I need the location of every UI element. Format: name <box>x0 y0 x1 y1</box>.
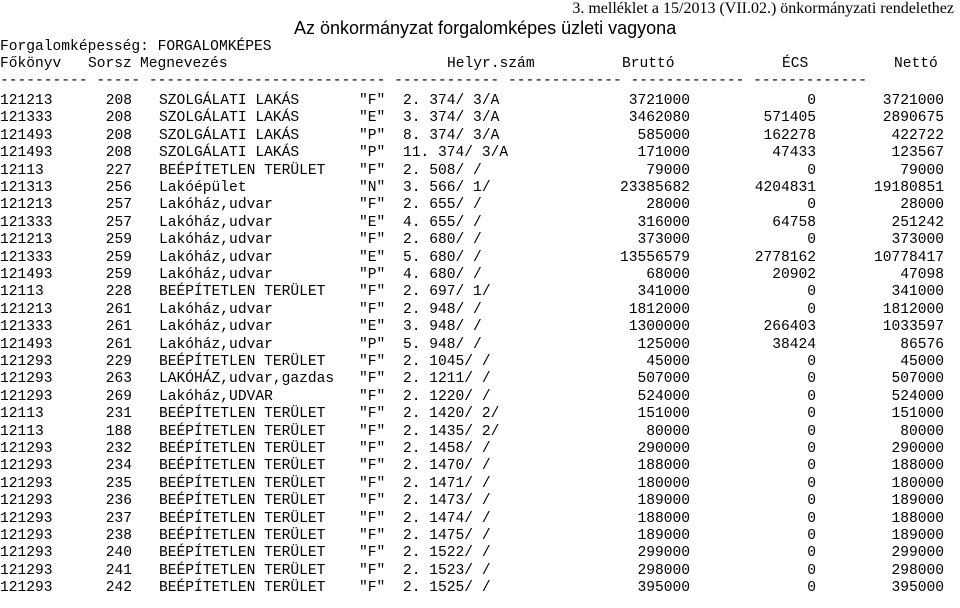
cell-sorsz: 256 <box>105 180 132 196</box>
cell-brutto: 585000 <box>637 127 690 144</box>
cell-fokonyv: 121333 <box>0 110 53 127</box>
cell-brutto: 395000 <box>637 580 690 597</box>
cell-fokonyv: 121213 <box>0 197 53 214</box>
cell-code: "F" <box>359 371 386 388</box>
cell-megnevezes: SZOLGÁLATI LAKÁS <box>159 145 300 162</box>
cell-code: "F" <box>359 562 386 579</box>
cell-megnevezes: BEÉPÍTETLEN TERÜLET <box>159 562 326 579</box>
cell-code: "F" <box>359 528 386 544</box>
cell-code: "F" <box>359 423 386 440</box>
cell-helyrszam: 2. 1470/ / <box>403 458 491 475</box>
cell-helyrszam: 2. 1522/ / <box>403 545 491 562</box>
header-sorsz: Sorsz <box>88 56 132 72</box>
cell-sorsz: 261 <box>105 336 132 353</box>
cell-code: "F" <box>359 441 386 457</box>
cell-helyrszam: 11. 374/ 3/A <box>403 145 509 162</box>
table-row <box>0 405 960 424</box>
cell-helyrszam: 2. 697/ 1/ <box>403 284 491 301</box>
cell-brutto: 316000 <box>637 214 690 231</box>
cell-fokonyv: 121293 <box>0 475 53 492</box>
cell-netto: 79000 <box>900 162 944 179</box>
cell-netto: 19180851 <box>873 180 944 196</box>
cell-ecs: 0 <box>807 232 816 249</box>
cell-sorsz: 232 <box>105 441 132 457</box>
cell-fokonyv: 121213 <box>0 93 53 109</box>
cell-megnevezes: Lakóház,UDVAR <box>159 388 273 405</box>
cell-brutto: 79000 <box>646 162 690 179</box>
cell-code: "E" <box>359 214 386 231</box>
cell-megnevezes: LAKÓHÁZ,udvar,gazdas <box>159 371 335 388</box>
cell-fokonyv: 121493 <box>0 267 53 283</box>
cell-code: "F" <box>359 545 386 562</box>
cell-fokonyv: 121333 <box>0 249 53 266</box>
cell-netto: 189000 <box>891 528 944 544</box>
cell-netto: 251242 <box>891 214 944 231</box>
cell-megnevezes: BEÉPÍTETLEN TERÜLET <box>159 162 326 179</box>
cell-helyrszam: 2. 1471/ / <box>403 475 491 492</box>
table-row <box>0 423 960 442</box>
cell-helyrszam: 2. 1420/ 2/ <box>403 406 500 423</box>
cell-brutto: 373000 <box>637 232 690 249</box>
cell-ecs: 0 <box>807 371 816 388</box>
cell-megnevezes: BEÉPÍTETLEN TERÜLET <box>159 354 326 370</box>
header-fokonyv: Főkönyv <box>0 56 62 72</box>
cell-code: "F" <box>359 406 386 423</box>
cell-megnevezes: Lakóház,udvar <box>159 197 273 214</box>
cell-ecs: 38424 <box>772 336 816 353</box>
cell-fokonyv: 121293 <box>0 545 53 562</box>
cell-brutto: 298000 <box>637 562 690 579</box>
cell-sorsz: 238 <box>105 528 132 544</box>
cell-fokonyv: 121293 <box>0 562 53 579</box>
table-row <box>0 318 960 337</box>
cell-sorsz: 241 <box>105 562 132 579</box>
cell-sorsz: 261 <box>105 319 132 336</box>
cell-fokonyv: 121333 <box>0 214 53 231</box>
annex-note: 3. melléklet a 15/2013 (VII.02.) önkormányzati rendelethez <box>572 0 954 17</box>
cell-helyrszam: 2. 1525/ / <box>403 580 491 597</box>
cell-sorsz: 208 <box>105 127 132 144</box>
table-row <box>0 144 960 163</box>
cell-megnevezes: SZOLGÁLATI LAKÁS <box>159 93 300 109</box>
cell-ecs: 0 <box>807 93 816 109</box>
cell-megnevezes: BEÉPÍTETLEN TERÜLET <box>159 528 326 544</box>
cell-helyrszam: 2. 1475/ / <box>403 528 491 544</box>
cell-fokonyv: 12113 <box>0 423 44 440</box>
table-row <box>0 249 960 268</box>
cell-sorsz: 259 <box>105 249 132 266</box>
header-netto: Nettó <box>894 56 938 72</box>
cell-brutto: 507000 <box>637 371 690 388</box>
cell-sorsz: 259 <box>105 267 132 283</box>
cell-brutto: 341000 <box>637 284 690 301</box>
cell-megnevezes: SZOLGÁLATI LAKÁS <box>159 127 300 144</box>
cell-megnevezes: Lakóház,udvar <box>159 319 273 336</box>
cell-ecs: 0 <box>807 475 816 492</box>
cell-helyrszam: 2. 1458/ / <box>403 441 491 457</box>
cell-helyrszam: 2. 1473/ / <box>403 493 491 510</box>
cell-fokonyv: 121293 <box>0 510 53 527</box>
cell-sorsz: 261 <box>105 301 132 318</box>
cell-sorsz: 234 <box>105 458 132 475</box>
cell-helyrszam: 2. 374/ 3/A <box>403 93 500 109</box>
table-row <box>0 544 960 563</box>
document-title: Az önkormányzat forgalomképes üzleti vagyona <box>294 18 677 38</box>
cell-ecs: 0 <box>807 510 816 527</box>
cell-sorsz: 257 <box>105 214 132 231</box>
cell-helyrszam: 2. 655/ / <box>403 197 482 214</box>
cell-megnevezes: Lakóház,udvar <box>159 301 273 318</box>
cell-sorsz: 208 <box>105 110 132 127</box>
cell-code: "F" <box>359 493 386 510</box>
cell-sorsz: 263 <box>105 371 132 388</box>
cell-helyrszam: 3. 374/ 3/A <box>403 110 500 127</box>
cell-megnevezes: BEÉPÍTETLEN TERÜLET <box>159 545 326 562</box>
cell-megnevezes: BEÉPÍTETLEN TERÜLET <box>159 406 326 423</box>
cell-code: "E" <box>359 249 386 266</box>
table-row <box>0 457 960 476</box>
cell-code: "F" <box>359 458 386 475</box>
cell-code: "F" <box>359 284 386 301</box>
table-row <box>0 214 960 233</box>
cell-brutto: 299000 <box>637 545 690 562</box>
cell-fokonyv: 121293 <box>0 388 53 405</box>
cell-netto: 1033597 <box>882 319 944 336</box>
cell-fokonyv: 121293 <box>0 441 53 457</box>
cell-helyrszam: 2. 1474/ / <box>403 510 491 527</box>
cell-netto: 10778417 <box>873 249 944 266</box>
cell-brutto: 290000 <box>637 441 690 457</box>
cell-megnevezes: SZOLGÁLATI LAKÁS <box>159 110 300 127</box>
table-row <box>0 179 960 198</box>
cell-code: "P" <box>359 267 386 283</box>
cell-ecs: 0 <box>807 528 816 544</box>
table-row <box>0 492 960 511</box>
cell-netto: 2890675 <box>882 110 944 127</box>
cell-code: "F" <box>359 510 386 527</box>
cell-fokonyv: 121493 <box>0 145 53 162</box>
cell-helyrszam: 3. 566/ 1/ <box>403 180 491 196</box>
cell-brutto: 68000 <box>646 267 690 283</box>
table-row <box>0 370 960 389</box>
cell-sorsz: 259 <box>105 232 132 249</box>
cell-code: "N" <box>359 180 386 196</box>
cell-megnevezes: Lakóház,udvar <box>159 249 273 266</box>
table-row <box>0 109 960 128</box>
cell-netto: 299000 <box>891 545 944 562</box>
table-row <box>0 266 960 285</box>
cell-megnevezes: BEÉPÍTETLEN TERÜLET <box>159 458 326 475</box>
cell-brutto: 180000 <box>637 475 690 492</box>
cell-netto: 86576 <box>900 336 944 353</box>
cell-code: "E" <box>359 319 386 336</box>
cell-sorsz: 208 <box>105 93 132 109</box>
table-row <box>0 196 960 215</box>
cell-netto: 395000 <box>891 580 944 597</box>
header-megnevezes: Megnevezés <box>140 56 228 72</box>
table-row <box>0 440 960 459</box>
cell-netto: 3721000 <box>882 93 944 109</box>
cell-fokonyv: 121293 <box>0 580 53 597</box>
cell-code: "F" <box>359 388 386 405</box>
cell-brutto: 28000 <box>646 197 690 214</box>
cell-brutto: 188000 <box>637 458 690 475</box>
cell-code: "F" <box>359 93 386 109</box>
cell-netto: 180000 <box>891 475 944 492</box>
cell-sorsz: 235 <box>105 475 132 492</box>
cell-fokonyv: 121293 <box>0 528 53 544</box>
cell-brutto: 151000 <box>637 406 690 423</box>
cell-netto: 28000 <box>900 197 944 214</box>
cell-ecs: 20902 <box>772 267 816 283</box>
cell-megnevezes: Lakóház,udvar <box>159 214 273 231</box>
cell-netto: 373000 <box>891 232 944 249</box>
cell-helyrszam: 5. 948/ / <box>403 336 482 353</box>
header-ecs: ÉCS <box>782 56 809 72</box>
cell-helyrszam: 2. 680/ / <box>403 232 482 249</box>
cell-ecs: 162278 <box>763 127 816 144</box>
cell-megnevezes: BEÉPÍTETLEN TERÜLET <box>159 423 326 440</box>
cell-ecs: 0 <box>807 162 816 179</box>
cell-brutto: 524000 <box>637 388 690 405</box>
cell-ecs: 0 <box>807 493 816 510</box>
cell-helyrszam: 4. 680/ / <box>403 267 482 283</box>
table-row <box>0 336 960 355</box>
cell-sorsz: 228 <box>105 284 132 301</box>
cell-megnevezes: BEÉPÍTETLEN TERÜLET <box>159 510 326 527</box>
cell-sorsz: 188 <box>105 423 132 440</box>
separator-text: ---------- ----- --------------------------- ------------ ------------- ------------- ------------- <box>0 73 868 89</box>
table-row <box>0 475 960 494</box>
table-row <box>0 527 960 546</box>
table-row <box>0 231 960 250</box>
cell-ecs: 0 <box>807 388 816 405</box>
cell-megnevezes: BEÉPÍTETLEN TERÜLET <box>159 580 326 597</box>
separator-line <box>0 72 960 91</box>
cell-fokonyv: 121293 <box>0 354 53 370</box>
cell-ecs: 571405 <box>763 110 816 127</box>
cell-brutto: 45000 <box>646 354 690 370</box>
table-row <box>0 388 960 407</box>
cell-sorsz: 208 <box>105 145 132 162</box>
cell-netto: 290000 <box>891 441 944 457</box>
cell-netto: 189000 <box>891 493 944 510</box>
cell-helyrszam: 2. 1211/ / <box>403 371 491 388</box>
cell-fokonyv: 121293 <box>0 371 53 388</box>
cell-ecs: 266403 <box>763 319 816 336</box>
cell-code: "E" <box>359 110 386 127</box>
cell-brutto: 1812000 <box>628 301 690 318</box>
cell-helyrszam: 8. 374/ 3/A <box>403 127 500 144</box>
cell-netto: 188000 <box>891 510 944 527</box>
cell-helyrszam: 2. 1045/ / <box>403 354 491 370</box>
cell-code: "P" <box>359 336 386 353</box>
cell-fokonyv: 121333 <box>0 319 53 336</box>
cell-netto: 1812000 <box>882 301 944 318</box>
cell-sorsz: 257 <box>105 197 132 214</box>
cell-ecs: 64758 <box>772 214 816 231</box>
cell-fokonyv: 12113 <box>0 284 44 301</box>
cell-ecs: 0 <box>807 284 816 301</box>
cell-fokonyv: 121213 <box>0 232 53 249</box>
category-text: Forgalomképesség: FORGALOMKÉPES <box>0 39 272 55</box>
cell-ecs: 0 <box>807 423 816 440</box>
header-helyrszam: Helyr.szám <box>447 56 535 72</box>
cell-helyrszam: 3. 948/ / <box>403 319 482 336</box>
cell-helyrszam: 2. 1523/ / <box>403 562 491 579</box>
cell-fokonyv: 121493 <box>0 336 53 353</box>
cell-sorsz: 227 <box>105 162 132 179</box>
cell-fokonyv: 121493 <box>0 127 53 144</box>
cell-netto: 524000 <box>891 388 944 405</box>
cell-megnevezes: BEÉPÍTETLEN TERÜLET <box>159 475 326 492</box>
table-row <box>0 162 960 181</box>
table-row <box>0 510 960 529</box>
cell-code: "P" <box>359 145 386 162</box>
cell-sorsz: 237 <box>105 510 132 527</box>
cell-netto: 341000 <box>891 284 944 301</box>
cell-brutto: 23385682 <box>619 180 690 196</box>
cell-netto: 507000 <box>891 371 944 388</box>
table-row <box>0 92 960 111</box>
cell-netto: 80000 <box>900 423 944 440</box>
cell-helyrszam: 2. 948/ / <box>403 301 482 318</box>
cell-helyrszam: 2. 1220/ / <box>403 388 491 405</box>
cell-brutto: 80000 <box>646 423 690 440</box>
cell-netto: 422722 <box>891 127 944 144</box>
cell-brutto: 188000 <box>637 510 690 527</box>
cell-brutto: 3462080 <box>628 110 690 127</box>
cell-megnevezes: BEÉPÍTETLEN TERÜLET <box>159 441 326 457</box>
cell-code: "P" <box>359 127 386 144</box>
cell-fokonyv: 121293 <box>0 493 53 510</box>
cell-ecs: 0 <box>807 354 816 370</box>
cell-sorsz: 231 <box>105 406 132 423</box>
cell-brutto: 171000 <box>637 145 690 162</box>
cell-netto: 123567 <box>891 145 944 162</box>
table-row <box>0 127 960 146</box>
cell-ecs: 0 <box>807 580 816 597</box>
cell-fokonyv: 121293 <box>0 458 53 475</box>
table-row <box>0 283 960 302</box>
cell-netto: 45000 <box>900 354 944 370</box>
cell-code: "F" <box>359 232 386 249</box>
cell-netto: 298000 <box>891 562 944 579</box>
cell-sorsz: 229 <box>105 354 132 370</box>
cell-ecs: 0 <box>807 301 816 318</box>
table-row <box>0 301 960 320</box>
cell-brutto: 1300000 <box>628 319 690 336</box>
cell-ecs: 0 <box>807 562 816 579</box>
cell-fokonyv: 12113 <box>0 406 44 423</box>
cell-code: "F" <box>359 354 386 370</box>
cell-helyrszam: 2. 1435/ 2/ <box>403 423 500 440</box>
cell-ecs: 47433 <box>772 145 816 162</box>
cell-ecs: 0 <box>807 406 816 423</box>
cell-brutto: 13556579 <box>619 249 690 266</box>
cell-ecs: 0 <box>807 441 816 457</box>
cell-ecs: 4204831 <box>754 180 816 196</box>
cell-ecs: 0 <box>807 197 816 214</box>
cell-sorsz: 240 <box>105 545 132 562</box>
cell-helyrszam: 5. 680/ / <box>403 249 482 266</box>
cell-megnevezes: Lakóház,udvar <box>159 336 273 353</box>
cell-fokonyv: 121213 <box>0 301 53 318</box>
cell-ecs: 2778162 <box>754 249 816 266</box>
table-row <box>0 562 960 581</box>
cell-code: "F" <box>359 301 386 318</box>
cell-sorsz: 269 <box>105 388 132 405</box>
cell-netto: 47098 <box>900 267 944 283</box>
cell-ecs: 0 <box>807 545 816 562</box>
cell-sorsz: 242 <box>105 580 132 597</box>
cell-brutto: 189000 <box>637 493 690 510</box>
table-row <box>0 579 960 598</box>
cell-megnevezes: BEÉPÍTETLEN TERÜLET <box>159 284 326 301</box>
cell-megnevezes: BEÉPÍTETLEN TERÜLET <box>159 493 326 510</box>
cell-fokonyv: 121313 <box>0 180 53 196</box>
cell-brutto: 189000 <box>637 528 690 544</box>
cell-helyrszam: 2. 508/ / <box>403 162 482 179</box>
cell-fokonyv: 12113 <box>0 162 44 179</box>
cell-code: "F" <box>359 162 386 179</box>
cell-ecs: 0 <box>807 458 816 475</box>
cell-code: "F" <box>359 580 386 597</box>
cell-netto: 151000 <box>891 406 944 423</box>
cell-netto: 188000 <box>891 458 944 475</box>
cell-brutto: 3721000 <box>628 93 690 109</box>
cell-brutto: 125000 <box>637 336 690 353</box>
cell-sorsz: 236 <box>105 493 132 510</box>
cell-megnevezes: Lakóház,udvar <box>159 267 273 283</box>
cell-helyrszam: 4. 655/ / <box>403 214 482 231</box>
table-row <box>0 353 960 372</box>
cell-code: "F" <box>359 197 386 214</box>
cell-megnevezes: Lakóépület <box>159 180 247 196</box>
cell-megnevezes: Lakóház,udvar <box>159 232 273 249</box>
cell-code: "F" <box>359 475 386 492</box>
header-brutto: Bruttó <box>622 56 675 72</box>
